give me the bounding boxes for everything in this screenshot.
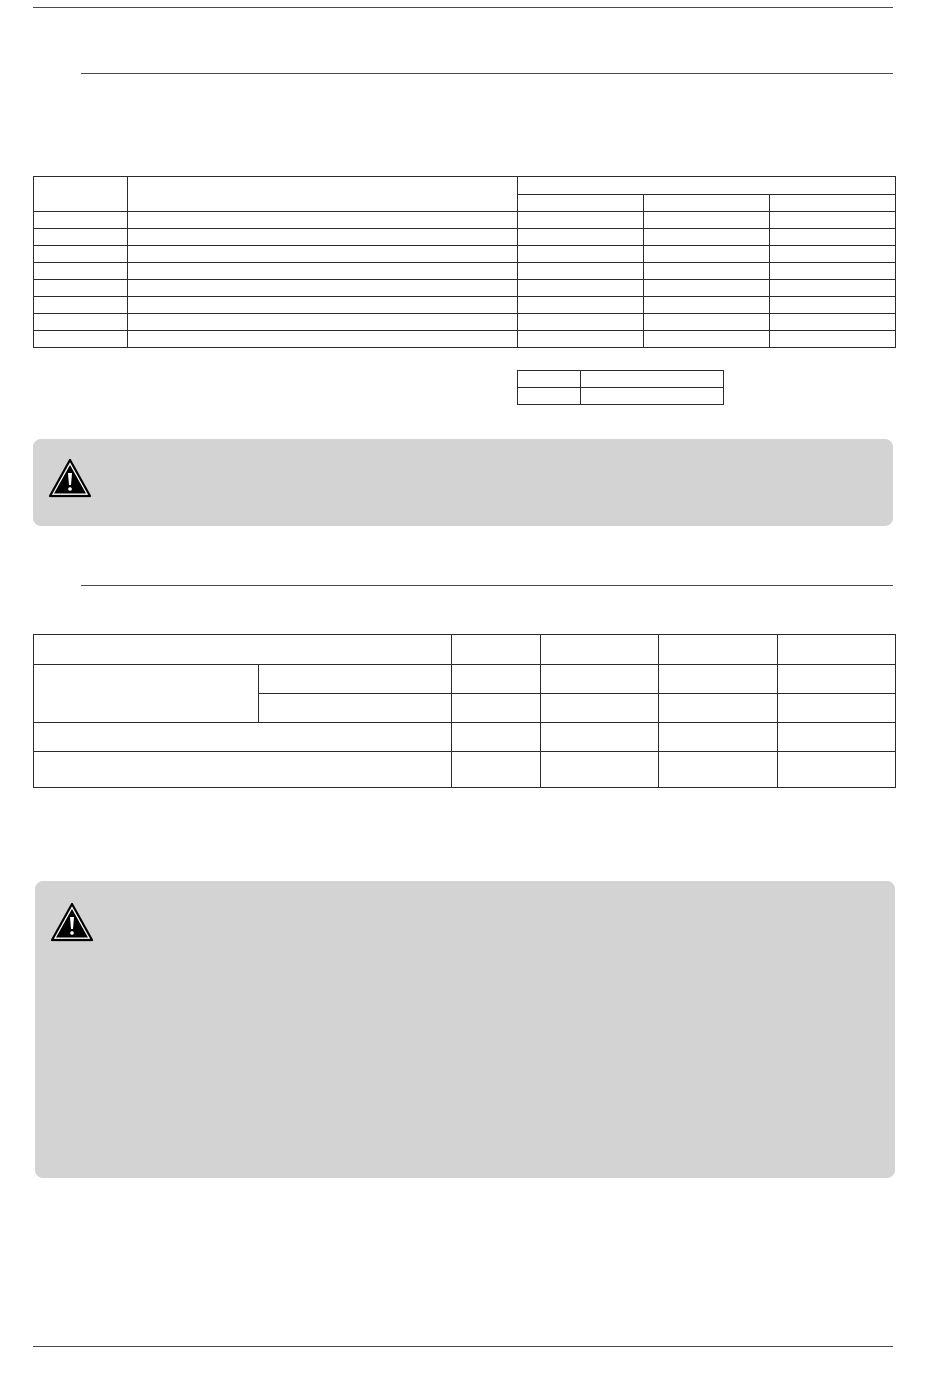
table-row — [34, 263, 896, 280]
table-cell — [34, 280, 128, 297]
table-header-row — [34, 635, 896, 665]
table-cell — [541, 723, 659, 752]
table-cell — [770, 280, 896, 297]
page-bottom-rule — [33, 1346, 893, 1347]
table-cell — [659, 694, 778, 723]
table-cell — [518, 263, 644, 280]
table-cell — [128, 331, 518, 348]
table-cell — [518, 331, 644, 348]
table-cell — [770, 314, 896, 331]
table-cell — [128, 212, 518, 229]
table-cell — [644, 280, 770, 297]
table-cell — [778, 723, 896, 752]
table-cell — [644, 212, 770, 229]
table-cell — [128, 263, 518, 280]
legend-key — [518, 388, 581, 405]
warning-note — [33, 439, 893, 526]
table-cell — [34, 297, 128, 314]
table2-sub-label — [259, 665, 452, 694]
table-row — [34, 297, 896, 314]
table-cell — [778, 752, 896, 788]
table-cell — [452, 752, 541, 788]
table-cell — [644, 297, 770, 314]
page-top-rule — [33, 7, 893, 8]
table-row — [34, 229, 896, 246]
legend-value — [581, 371, 724, 388]
table-cell — [541, 665, 659, 694]
table-cell — [128, 246, 518, 263]
table-cell — [34, 263, 128, 280]
section-1-heading-rule — [81, 73, 893, 74]
specification-table — [33, 176, 896, 348]
table2-header — [452, 635, 541, 665]
section-2-heading-rule — [81, 585, 893, 586]
table-cell — [452, 665, 541, 694]
table-row — [34, 723, 896, 752]
table-cell — [659, 723, 778, 752]
table-cell — [644, 229, 770, 246]
table-cell — [128, 280, 518, 297]
table-cell — [644, 331, 770, 348]
table1-subheader — [770, 195, 896, 212]
table2-header — [659, 635, 778, 665]
table2-row-label — [34, 752, 452, 788]
comparison-table — [33, 634, 896, 788]
table-cell — [34, 229, 128, 246]
table-cell — [34, 314, 128, 331]
table2-row-label — [34, 723, 452, 752]
table-cell — [452, 694, 541, 723]
table-cell — [518, 280, 644, 297]
table-cell — [770, 297, 896, 314]
table2-group-label — [34, 665, 259, 723]
table1-header-group — [518, 177, 896, 195]
table-cell — [778, 665, 896, 694]
table-cell — [770, 246, 896, 263]
table-cell — [659, 752, 778, 788]
table-cell — [452, 723, 541, 752]
table1-header-col1 — [34, 177, 128, 212]
warning-triangle-icon — [48, 458, 92, 498]
table-row — [34, 212, 896, 229]
table-row — [34, 752, 896, 788]
legend-table — [517, 370, 724, 405]
legend-value — [581, 388, 724, 405]
table-row — [34, 665, 896, 694]
table1-header-col2 — [128, 177, 518, 212]
table-cell — [541, 694, 659, 723]
table-cell — [644, 314, 770, 331]
table-cell — [518, 314, 644, 331]
table2-sub-label — [259, 694, 452, 723]
table-row — [34, 280, 896, 297]
table-cell — [128, 297, 518, 314]
table-cell — [770, 331, 896, 348]
table-cell — [659, 665, 778, 694]
table-row — [34, 331, 896, 348]
table-cell — [518, 212, 644, 229]
table-cell — [128, 314, 518, 331]
table-cell — [778, 694, 896, 723]
table-cell — [518, 229, 644, 246]
table-cell — [34, 212, 128, 229]
table-row — [518, 388, 724, 405]
table-cell — [644, 246, 770, 263]
table2-header — [541, 635, 659, 665]
table1-subheader — [644, 195, 770, 212]
legend-key — [518, 371, 581, 388]
table-cell — [770, 263, 896, 280]
table-cell — [541, 752, 659, 788]
table-cell — [34, 246, 128, 263]
table-row — [518, 371, 724, 388]
table-row — [34, 246, 896, 263]
table2-header — [34, 635, 452, 665]
table-cell — [770, 212, 896, 229]
table1-subheader — [518, 195, 644, 212]
table-row — [34, 314, 896, 331]
warning-triangle-icon — [50, 902, 94, 942]
table-cell — [128, 229, 518, 246]
table-cell — [34, 331, 128, 348]
table-cell — [518, 297, 644, 314]
table2-header — [778, 635, 896, 665]
table-cell — [518, 246, 644, 263]
table-cell — [644, 263, 770, 280]
warning-note — [35, 881, 895, 1178]
table-cell — [770, 229, 896, 246]
